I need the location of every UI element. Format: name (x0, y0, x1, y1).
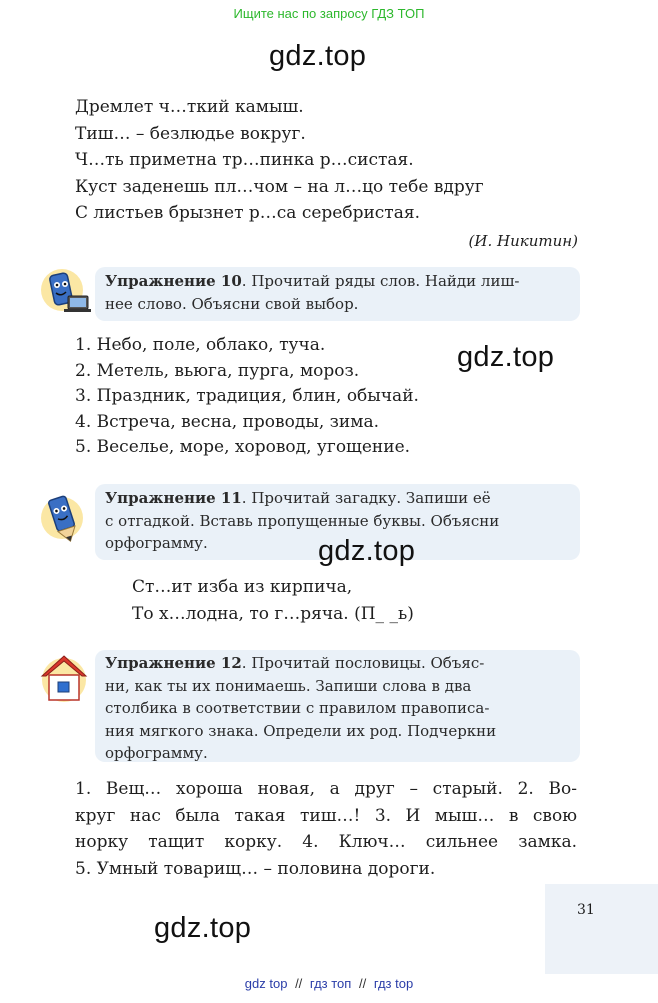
robot-laptop-icon (40, 266, 92, 318)
list-item: 4. Встреча, весна, проводы, зима. (75, 411, 380, 432)
footer-link[interactable]: гдз top (373, 976, 414, 991)
watermark: gdz.top (318, 535, 416, 567)
list-item: 3. Праздник, традиция, блин, обычай. (75, 386, 419, 406)
proverbs (75, 776, 577, 882)
exercise-text: . Прочитай ряды слов. Найди лиш- (241, 272, 520, 290)
exercise-title: Упражнение 12 (105, 654, 242, 672)
exercise-text: столбика в соответствии с правилом правописа- (105, 699, 490, 717)
riddle-line: То х…лодна, то г…ряча. (П_ _ь) (132, 604, 414, 624)
footer-separator: // (295, 976, 303, 991)
exercise-text: . Прочитай пословицы. Объяс- (241, 654, 485, 672)
footer-links (0, 976, 658, 991)
exercise-10-task (95, 267, 580, 321)
exercise-12-task (95, 650, 580, 762)
exercise-title: Упражнение 11 (105, 489, 242, 507)
watermark: gdz.top (269, 40, 367, 72)
poem-line: Ч…ть приметна тр…пинка р…систая. (75, 150, 414, 170)
footer-separator: // (358, 976, 367, 991)
poem-line: Куст заденешь пл…чом – на л…цо тебе вдруг (75, 176, 484, 197)
exercise-text: орфограмму. (105, 744, 208, 762)
page-number-box (545, 884, 658, 974)
pencil-character-icon (40, 492, 92, 544)
exercise-text: нее слово. Объясни свой выбор. (105, 294, 359, 313)
exercise-text: . Прочитай загадку. Запиши её (241, 489, 491, 507)
proverb-line: 5. Умный товарищ… – половина дороги. (75, 858, 436, 879)
proverb-line: норку тащит корку. 4. Ключ… сильнее замка. (75, 832, 577, 852)
list-item: 1. Небо, поле, облако, туча. (75, 335, 326, 355)
poem-line: Тиш… – безлюдье вокруг. (75, 123, 306, 144)
poem-line: Дремлет ч…ткий камыш. (75, 97, 304, 117)
riddle-line: Ст…ит изба из кирпича, (132, 577, 353, 597)
exercise-text: орфограмму. (105, 534, 208, 552)
watermark: gdz.top (457, 341, 555, 373)
page-number: 31 (577, 902, 595, 918)
list-item: 2. Метель, вьюга, пурга, мороз. (75, 360, 360, 381)
watermark: gdz.top (154, 912, 252, 944)
exercise-10-list (75, 333, 419, 461)
exercise-text: ния мягкого знака. Определи их род. Подчеркни (105, 721, 497, 740)
poem (75, 94, 484, 227)
poem-line: С листьев брызнет р…са серебристая. (75, 203, 420, 223)
proverb-line: 1. Вещ… хороша новая, а друг – старый. 2. Во- (75, 779, 577, 799)
search-hint-link[interactable]: Ищите нас по запросу ГДЗ ТОП (233, 6, 425, 21)
riddle (132, 574, 414, 628)
footer-link[interactable]: гдз топ (309, 976, 352, 991)
house-icon (38, 652, 90, 704)
exercise-text: ни, как ты их понимаешь. Запиши слова в два (105, 676, 472, 695)
proverb-line: круг нас была такая тиш…! 3. И мыш… в свою (75, 805, 577, 826)
exercise-text: с отгадкой. Вставь пропущенные буквы. Объясни (105, 511, 500, 530)
footer-link[interactable]: gdz top (244, 976, 288, 991)
list-item: 5. Веселье, море, хоровод, угощение. (75, 437, 411, 457)
poem-author: (И. Никитин) (468, 232, 578, 250)
exercise-title: Упражнение 10 (105, 272, 242, 290)
